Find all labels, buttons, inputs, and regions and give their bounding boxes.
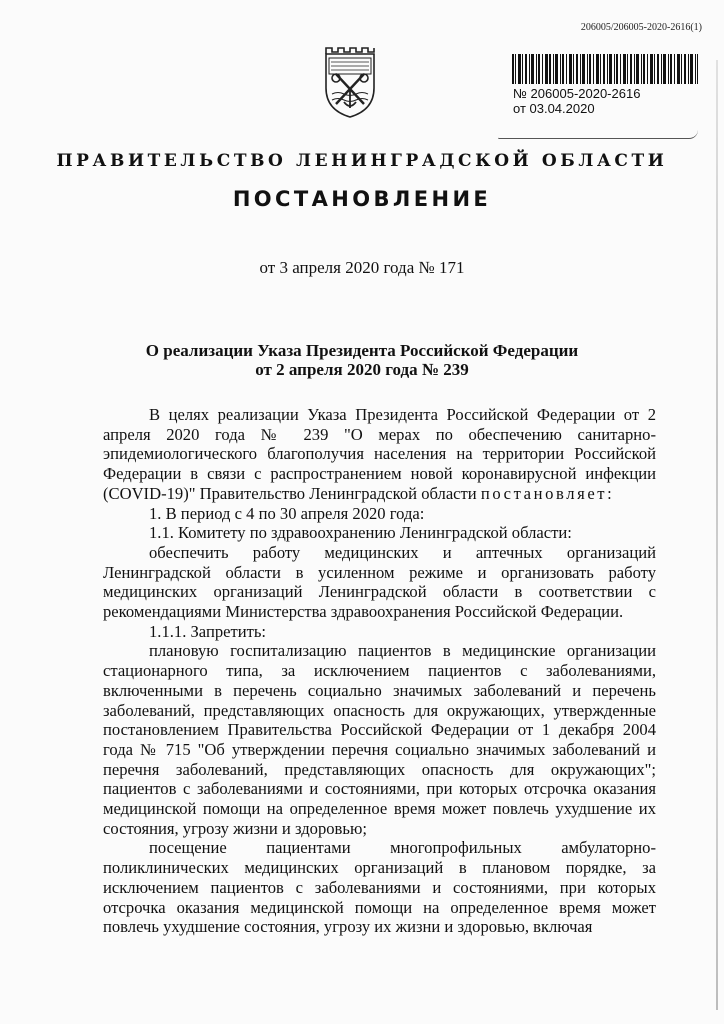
paragraph-visits: посещение пациентами многопрофильных амбулаторно-поликлинических медицинских организаций в плановом порядке, за исключением пациентов с заболеваниями и состояниями, при которых отсрочка оказания медицинской помощи на определенное время может повлечь ухудшение состояния, угрозу их жизни и здоровью, включая [103,838,656,937]
registration-stamp [513,86,640,116]
resolves-word: постановляет: [480,483,615,503]
registration-date: от 03.04.2020 [513,101,595,116]
title-line-1: О реализации Указа Президента Российской Федерации [145,341,579,360]
paragraph-hospitalization: плановую госпитализацию пациентов в медицинские организации стационарного типа, за исключением пациентов с заболеваниями, включенными в перечень социально значимых заболеваний и перечень заболеваний, представляющих опасность для окружающих, утвержденные постановлением Правительства Российской Федерации от 1 декабря 2004 года № 715 "Об утверждении перечня социально значимых заболеваний и перечня заболеваний, представляющих опасность для окружающих"; пациентов с заболеваниями и состояниями, при которых отсрочка оказания медицинской помощи на определенное время может повлечь ухудшение их состояния, угрозу жизни и здоровью; [103,641,656,838]
title-line-2: от 2 апреля 2020 года № 239 [255,360,469,379]
paragraph-preamble [103,405,656,504]
coat-of-arms-icon [320,44,380,120]
paragraph-ensure: обеспечить работу медицинских и аптечных организаций Ленинградской области в усиленном режиме и организовать работу медицинских организаций Ленинградской области в соответствии с рекомендациями Министерства здравоохранения Российской Федерации. [103,542,656,622]
paragraph-1-1-1: 1.1.1. Запретить: [149,621,267,641]
resolution-date-number: от 3 апреля 2020 года № 171 [259,258,465,277]
barcode [512,54,698,84]
document-body [103,405,656,937]
document-type: ПОСТАНОВЛЕНИЕ [232,187,492,211]
registration-number: № 206005-2020-2616 [513,86,641,101]
registration-code: 206005/206005-2020-2616(1) [580,22,702,33]
paragraph-1: 1. В период с 4 по 30 апреля 2020 года: [149,503,425,523]
government-name: ПРАВИТЕЛЬСТВО ЛЕНИНГРАДСКОЙ ОБЛАСТИ [56,151,668,171]
paragraph-1-1: 1.1. Комитету по здравоохранению Ленинградской области: [149,523,572,543]
document-title [0,341,724,379]
stamp-underline [498,130,698,139]
preamble-text: В целях реализации Указа Президента Российской Федерации от 2 апреля 2020 года № 239 "О мерах по обеспечению санитарно-эпидемиологического благополучия населения на территории Российской Федерации в связи с распространением новой коронавирусной инфекции (COVID-19)" Правительство Ленинградской области [103,405,656,503]
